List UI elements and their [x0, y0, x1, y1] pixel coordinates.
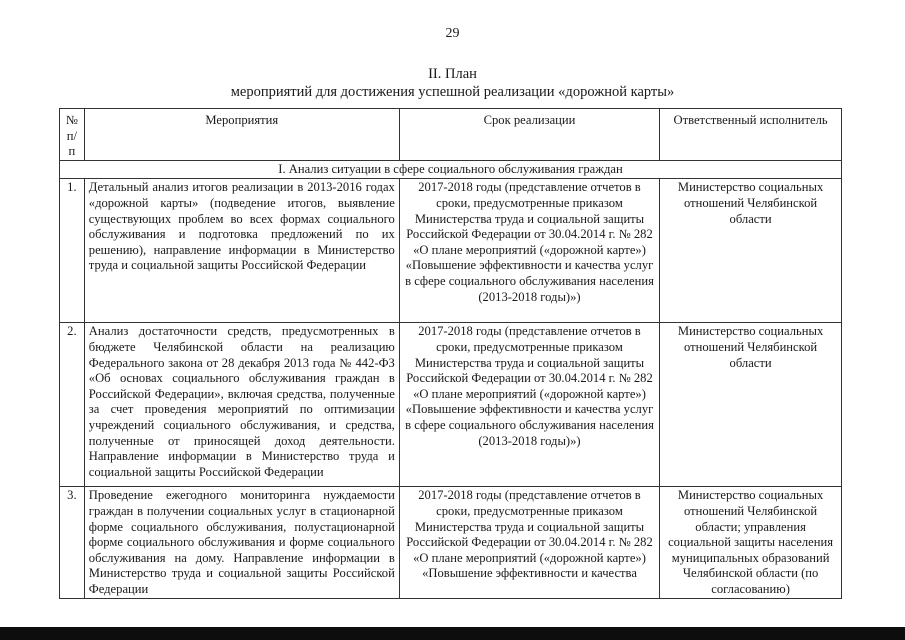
row-term: 2017-2018 годы (представление отчетов в сроки, предусмотренные приказом Министерства труда и социальной защиты Российской Федерации от 30.04.2014 г. № 282 «О плане мероприятий («дорожной карте») «Повышение эффективности и качества услуг в сфере социального обслуживания населения (2013-2018 годы)») — [399, 179, 659, 323]
scan-bottom-edge — [0, 627, 905, 640]
table-row — [60, 487, 842, 598]
header-activity: Мероприятия — [84, 109, 399, 161]
row-activity: Проведение ежегодного мониторинга нуждаемости граждан в получении социальных услуг в стационарной форме социального обслуживания, полустационарной форме социального обслуживания и форме социального обслуживания на дому. Направление информации в Министерство труда и социальной защиты Российской Федерации — [84, 487, 399, 598]
title-line-1: II. План — [428, 66, 477, 82]
row-activity: Анализ достаточности средств, предусмотренных в бюджете Челябинской области на реализацию Федерального закона от 28 декабря 2013 года № 442-ФЗ «Об основах социального обслуживания граждан в Российской Федерации», включая средства, полученные за счет проведения мероприятий по оптимизации учреждений социального обслуживания, и средства, полученные от приносящей доход деятельности. Направление информации в Министерство труда и социальной защиты Российской Федерации — [84, 323, 399, 487]
plan-table — [59, 108, 842, 599]
header-responsible: Ответственный исполнитель — [660, 109, 842, 161]
row-activity: Детальный анализ итогов реализации в 2013-2016 годах «дорожной карты» (подведение итогов, выявление существующих проблем во всех формах социального обслуживания и подготовка предложений по их решению), направление информации в Министерство труда и социальной защиты Российской Федерации — [84, 179, 399, 323]
row-term: 2017-2018 годы (представление отчетов в сроки, предусмотренные приказом Министерства труда и социальной защиты Российской Федерации от 30.04.2014 г. № 282 «О плане мероприятий («дорожной карте») «Повышение эффективности и качества — [399, 487, 659, 598]
row-responsible: Министерство социальных отношений Челябинской области — [660, 323, 842, 487]
row-num: 1. — [60, 179, 85, 323]
row-responsible: Министерство социальных отношений Челябинской области — [660, 179, 842, 323]
document-title — [0, 65, 905, 101]
row-term: 2017-2018 годы (представление отчетов в сроки, предусмотренные приказом Министерства труда и социальной защиты Российской Федерации от 30.04.2014 г. № 282 «О плане мероприятий («дорожной карте») «Повышение эффективности и качества услуг в сфере социального обслуживания населения (2013-2018 годы)») — [399, 323, 659, 487]
row-num: 3. — [60, 487, 85, 598]
header-term: Срок реализации — [399, 109, 659, 161]
section-title: I. Анализ ситуации в сфере социального обслуживания граждан — [60, 160, 842, 179]
row-responsible: Министерство социальных отношений Челябинской области; управления социальной защиты населения муниципальных образований Челябинской области (по согласованию) — [660, 487, 842, 598]
section-row — [60, 160, 842, 179]
row-num: 2. — [60, 323, 85, 487]
table-header-row — [60, 109, 842, 161]
header-num: № п/п — [60, 109, 85, 161]
table-row — [60, 179, 842, 323]
title-line-2: мероприятий для достижения успешной реализации «дорожной карты» — [230, 84, 675, 100]
table-row — [60, 323, 842, 487]
page-number: 29 — [445, 26, 460, 41]
